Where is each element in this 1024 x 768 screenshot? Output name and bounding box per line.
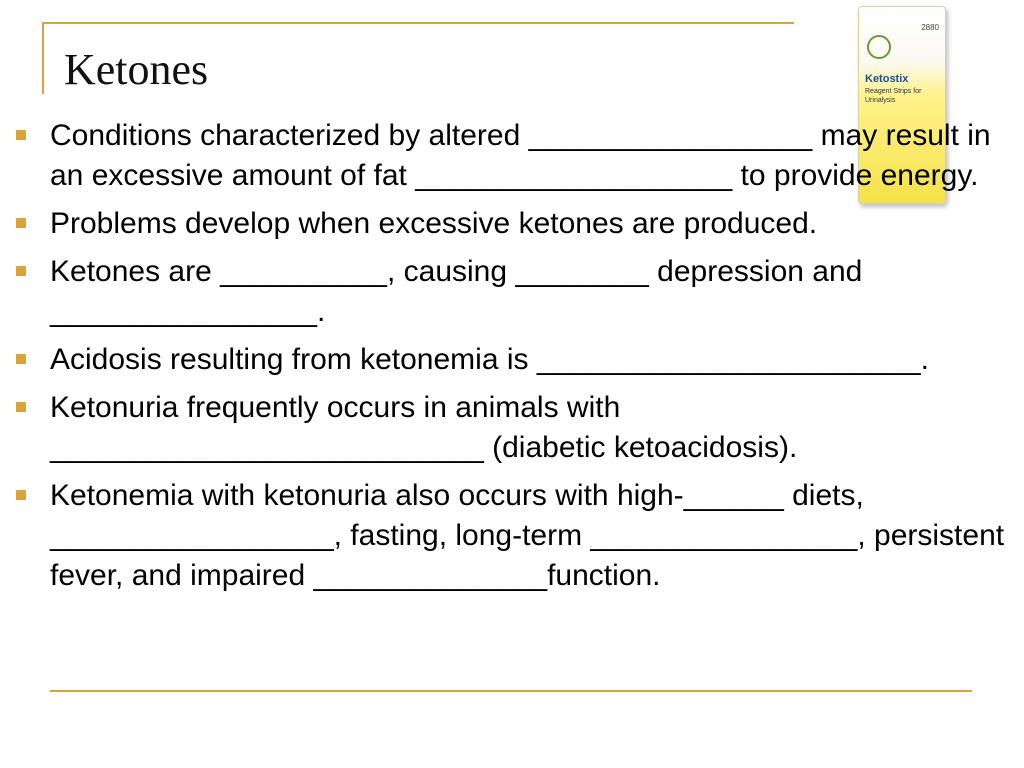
bayer-logo-icon bbox=[867, 35, 891, 59]
slide-title: Ketones bbox=[64, 45, 209, 94]
product-code: 2880 bbox=[921, 23, 939, 32]
bullet-square-icon bbox=[16, 218, 26, 228]
title-rule-top bbox=[42, 22, 794, 24]
bullet-item bbox=[16, 476, 1006, 596]
bullet-text: Acidosis resulting from ketonemia is _______________________. bbox=[50, 343, 929, 376]
bullet-item bbox=[16, 252, 1006, 332]
bullet-text: Ketones are __________, causing ________ depression and ________________. bbox=[50, 255, 863, 328]
bullet-text: Conditions characterized by altered _________________ may result in an excessive amount of fat ___________________ to provide energy. bbox=[50, 119, 991, 192]
bullet-square-icon bbox=[16, 490, 26, 500]
bullet-square-icon bbox=[16, 402, 26, 412]
bullet-item bbox=[16, 116, 1006, 196]
product-brand: Ketostix bbox=[865, 73, 909, 85]
product-description: Reagent Strips for Urinalysis bbox=[865, 88, 922, 104]
bullet-text: Ketonemia with ketonuria also occurs with high-______ diets, _________________, fasting, long-term ________________, persistent fever, and impaired ______________function. bbox=[50, 479, 1005, 592]
bullet-item bbox=[16, 388, 1006, 468]
bullet-square-icon bbox=[16, 266, 26, 276]
bullet-item bbox=[16, 340, 1006, 380]
footer-rule bbox=[50, 690, 972, 692]
bullet-text: Ketonuria frequently occurs in animals with __________________________ (diabetic ketoacidosis). bbox=[50, 391, 798, 464]
bullet-square-icon bbox=[16, 354, 26, 364]
bullet-text: Problems develop when excessive ketones are produced. bbox=[50, 207, 818, 240]
title-rule-left bbox=[42, 22, 44, 94]
bullet-list bbox=[16, 116, 1006, 604]
bullet-square-icon bbox=[16, 130, 26, 140]
bullet-item bbox=[16, 204, 1006, 244]
